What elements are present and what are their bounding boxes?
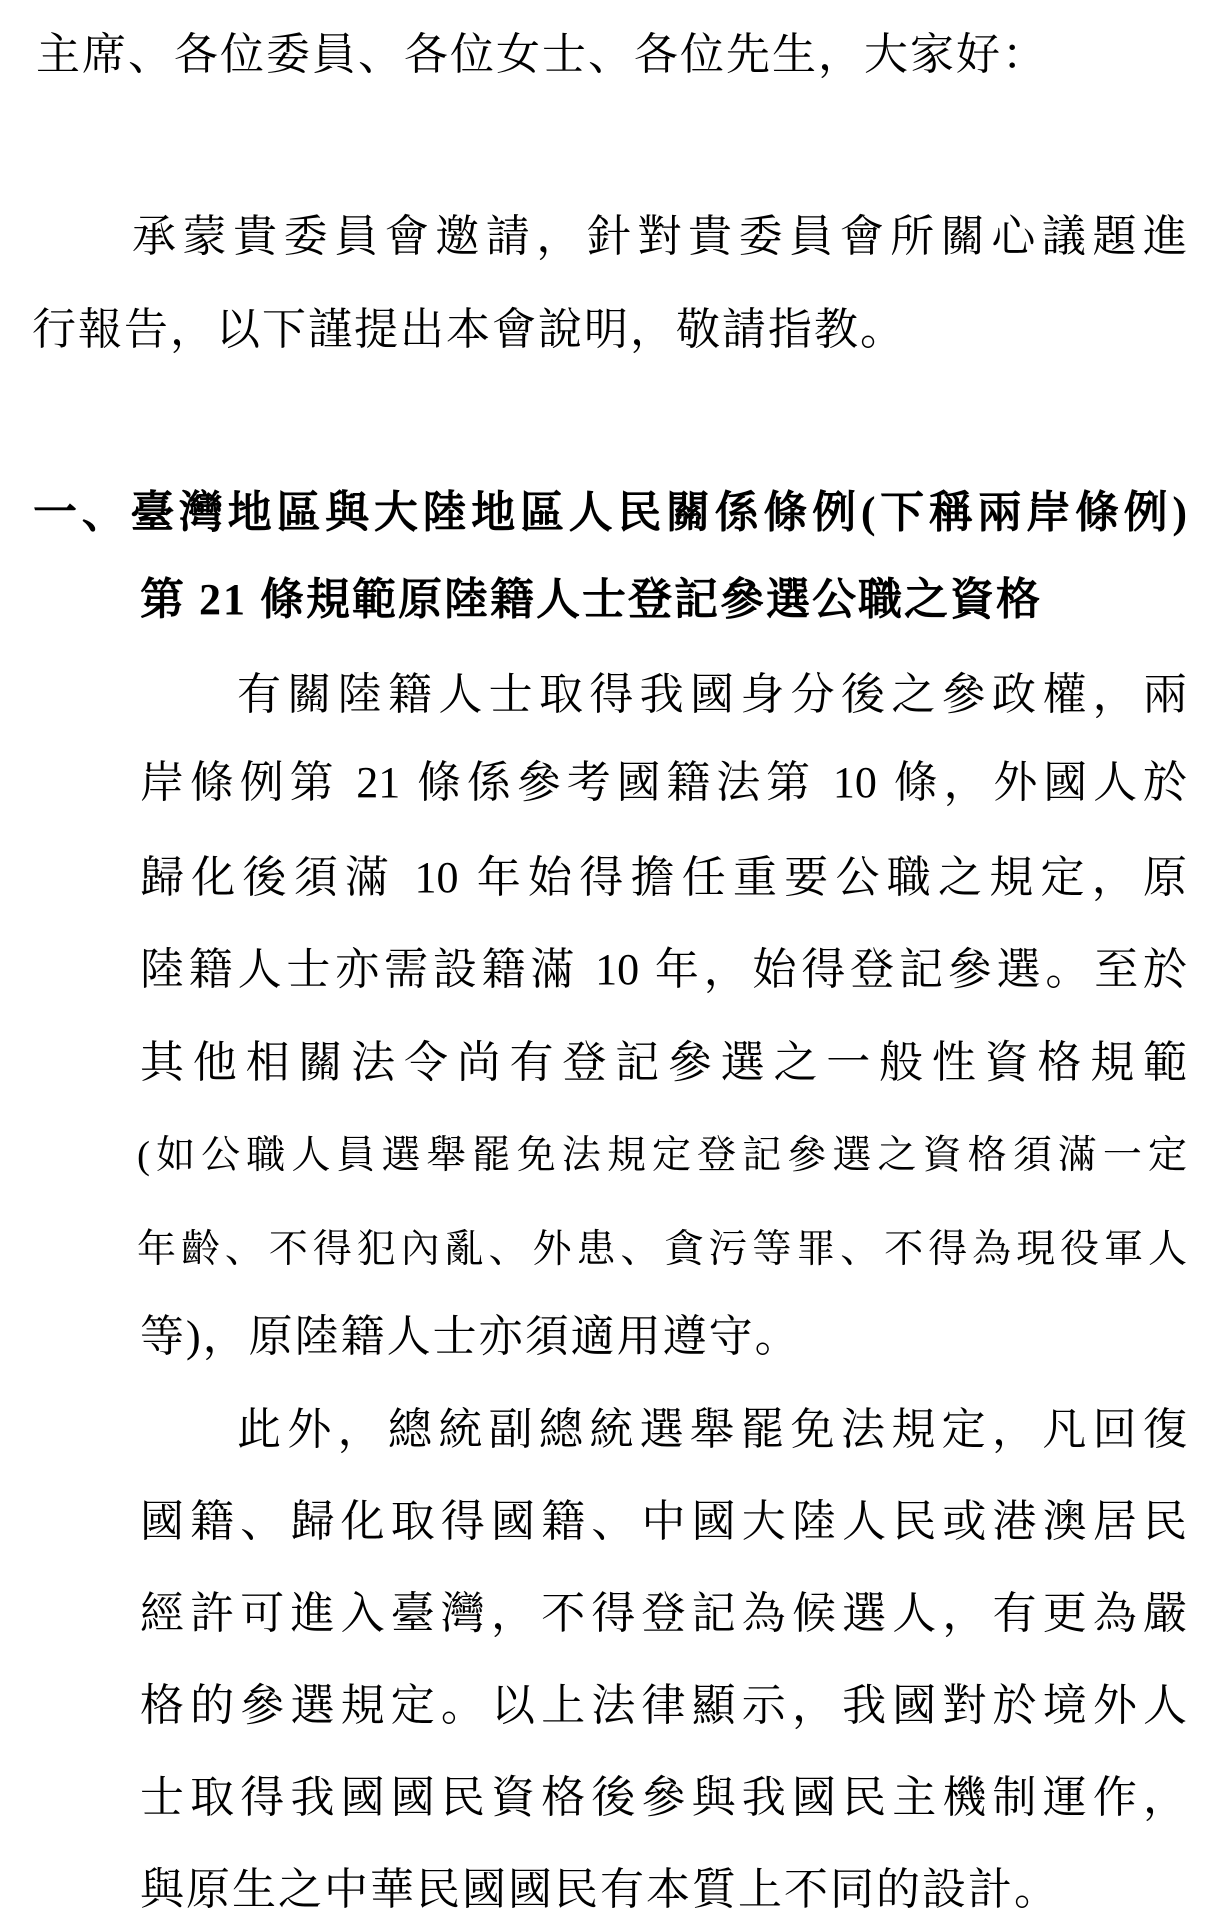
text-line: 等)，原陸籍人士亦須適用遵守。 <box>140 1312 801 1361</box>
text-line: 行報告，以下謹提出本會說明，敬請指教。 <box>32 305 906 354</box>
text-line: 岸條例第 21 條係參考國籍法第 10 條，外國人於 <box>140 758 1187 807</box>
text-line: 有關陸籍人士取得我國身分後之參政權，兩 <box>237 670 1187 719</box>
text-line: (如公職人員選舉罷免法規定登記參選之資格須滿一定 <box>137 1134 1187 1177</box>
text-line: 歸化後須滿 10 年始得擔任重要公職之規定，原 <box>140 853 1187 902</box>
heading-line: 一、臺灣地區與大陸地區人民關係條例(下稱兩岸條例) <box>33 488 1187 537</box>
text-line: 主席、各位委員、各位女士、各位先生，大家好： <box>36 30 1048 79</box>
heading-line: 第 21 條規範原陸籍人士登記參選公職之資格 <box>140 575 1042 624</box>
text-line: 與原生之中華民國國民有本質上不同的設計。 <box>140 1865 1060 1914</box>
text-line: 年齡、不得犯內亂、外患、貪污等罪、不得為現役軍人 <box>137 1228 1187 1271</box>
text-line: 格的參選規定。以上法律顯示，我國對於境外人 <box>140 1681 1187 1730</box>
text-line: 士取得我國國民資格後參與我國民主機制運作， <box>140 1773 1187 1822</box>
text-line: 其他相關法令尚有登記參選之一般性資格規範 <box>140 1038 1187 1087</box>
text-line: 此外，總統副總統選舉罷免法規定，凡回復 <box>237 1405 1187 1454</box>
text-line: 國籍、歸化取得國籍、中國大陸人民或港澳居民 <box>140 1497 1187 1546</box>
text-line: 經許可進入臺灣，不得登記為候選人，有更為嚴 <box>140 1589 1187 1638</box>
text-line: 承蒙貴委員會邀請，針對貴委員會所關心議題進 <box>132 212 1187 261</box>
text-line: 陸籍人士亦需設籍滿 10 年，始得登記參選。至於 <box>140 945 1187 994</box>
